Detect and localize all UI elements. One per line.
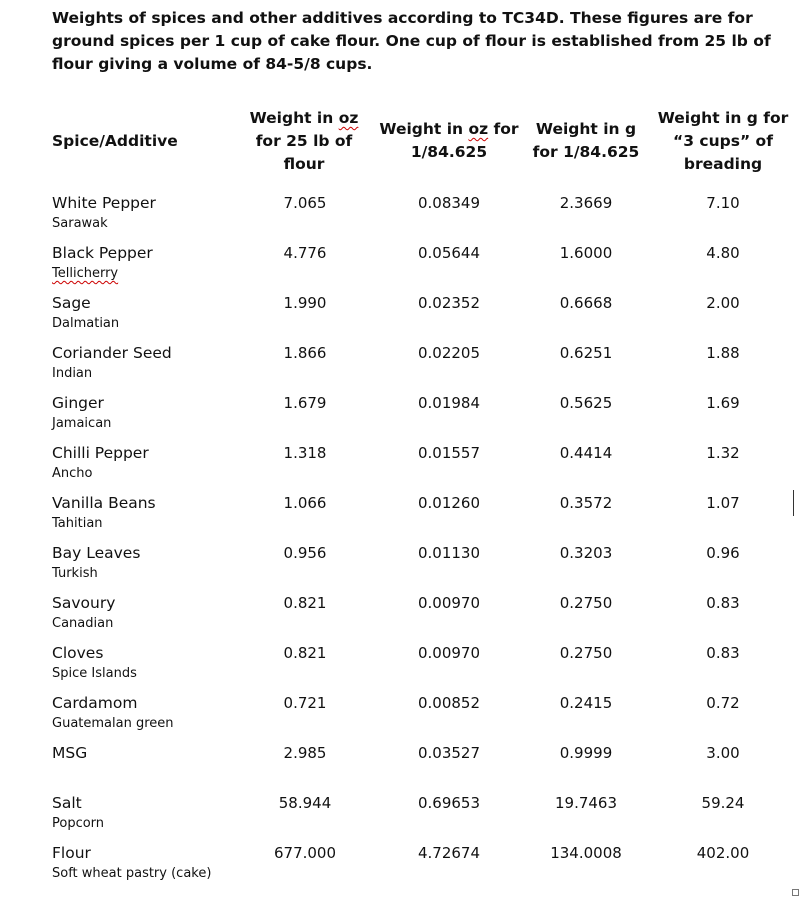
table-row [0, 193, 812, 243]
weight-oz-25lb: 1.866 [283, 344, 327, 362]
weight-g-breading: 402.00 [696, 844, 750, 862]
weight-g-breading: 0.83 [706, 644, 740, 662]
spice-name: Salt [52, 794, 82, 812]
spice-name: Sage [52, 294, 91, 312]
spice-variety: Popcorn [52, 816, 105, 831]
weight-g-breading: 1.07 [706, 494, 740, 512]
weight-g-fraction: 1.6000 [559, 244, 613, 262]
weight-oz-fraction: 0.01557 [417, 444, 481, 462]
weight-oz-fraction: 4.72674 [417, 844, 481, 862]
weight-g-breading: 59.24 [701, 794, 745, 812]
header-c1-part-a: Weight in [249, 109, 339, 127]
weight-g-fraction: 0.3572 [559, 494, 613, 512]
header-weight-g-breading [653, 107, 793, 176]
header-weight-g-fraction [521, 118, 651, 164]
spice-variety: Tahitian [52, 516, 103, 531]
weight-oz-fraction: 0.02352 [417, 294, 481, 312]
header-c1-part-b: for 25 lb of [255, 132, 353, 150]
table-row [0, 293, 812, 343]
weight-g-breading: 4.80 [706, 244, 740, 262]
weight-oz-25lb: 1.679 [283, 394, 327, 412]
spice-name: White Pepper [52, 194, 156, 212]
table-row [0, 743, 812, 793]
weight-g-fraction: 0.2750 [559, 594, 613, 612]
weight-g-fraction: 0.2750 [559, 644, 613, 662]
weight-g-breading: 1.88 [706, 344, 740, 362]
header-c2-part-b: for [488, 120, 519, 138]
weight-oz-25lb: 0.821 [283, 594, 327, 612]
table-row [0, 443, 812, 493]
spice-name: Coriander Seed [52, 344, 172, 362]
table-row [0, 843, 812, 893]
weight-oz-fraction: 0.08349 [417, 194, 481, 212]
spice-name: Bay Leaves [52, 544, 141, 562]
weight-oz-25lb: 58.944 [278, 794, 332, 812]
weight-oz-25lb: 7.065 [283, 194, 327, 212]
weight-g-fraction: 0.4414 [559, 444, 613, 462]
weight-oz-fraction: 0.00970 [417, 644, 481, 662]
weight-g-fraction: 2.3669 [559, 194, 613, 212]
spice-variety: Canadian [52, 616, 114, 631]
spice-name: Flour [52, 844, 91, 862]
weight-g-breading: 2.00 [706, 294, 740, 312]
weight-oz-25lb: 1.066 [283, 494, 327, 512]
spice-name: Cloves [52, 644, 104, 662]
spice-name: Chilli Pepper [52, 444, 149, 462]
spice-variety: Dalmatian [52, 316, 120, 331]
document-title: Weights of spices and other additives according to TC34D. These figures are for ground spices per 1 cup of cake flour. One cup of flour is established from 25 lb of flour giving a volume of 84-5/8 cups. [52, 9, 771, 73]
header-c2-part-c: 1/84.625 [410, 143, 488, 161]
weight-oz-fraction: 0.03527 [417, 744, 481, 762]
text-cursor [793, 490, 794, 516]
spice-name: Vanilla Beans [52, 494, 156, 512]
weight-oz-25lb: 0.956 [283, 544, 327, 562]
weight-g-breading: 3.00 [706, 744, 740, 762]
weight-oz-25lb: 4.776 [283, 244, 327, 262]
header-c4-part-c: breading [683, 155, 763, 173]
weight-oz-fraction: 0.00852 [417, 694, 481, 712]
spice-variety: Turkish [52, 566, 98, 581]
weight-oz-fraction: 0.02205 [417, 344, 481, 362]
weight-oz-25lb: 1.318 [283, 444, 327, 462]
weight-oz-fraction: 0.69653 [417, 794, 481, 812]
weight-g-fraction: 0.6668 [559, 294, 613, 312]
header-c2-part-a: Weight in [379, 120, 469, 138]
weight-oz-25lb: 0.821 [283, 644, 327, 662]
header-c1-part-c: flour [283, 155, 325, 173]
weight-g-fraction: 0.2415 [559, 694, 613, 712]
header-weight-oz-25lb [244, 107, 364, 176]
spice-variety: Tellicherry [52, 266, 119, 281]
header-c4-part-b: “3 cups” of [673, 132, 773, 150]
weight-g-fraction: 0.9999 [559, 744, 613, 762]
weight-g-breading: 7.10 [706, 194, 740, 212]
spice-variety: Soft wheat pastry (cake) [52, 866, 212, 881]
spice-variety: Spice Islands [52, 666, 137, 681]
weight-oz-fraction: 0.01130 [417, 544, 481, 562]
spice-name: MSG [52, 744, 88, 762]
table-row [0, 643, 812, 693]
weight-oz-25lb: 2.985 [283, 744, 327, 762]
table-row [0, 393, 812, 443]
weight-oz-25lb: 0.721 [283, 694, 327, 712]
table-row [0, 693, 812, 743]
spice-name: Black Pepper [52, 244, 153, 262]
weight-oz-fraction: 0.05644 [417, 244, 481, 262]
spice-name: Cardamom [52, 694, 138, 712]
weight-g-breading: 0.83 [706, 594, 740, 612]
spice-variety: Jamaican [52, 416, 112, 431]
weight-g-fraction: 0.5625 [559, 394, 613, 412]
table-row [0, 243, 812, 293]
table-row [0, 543, 812, 593]
spice-name: Ginger [52, 394, 104, 412]
header-c1-oz: oz [338, 109, 359, 127]
spice-name: Savoury [52, 594, 116, 612]
weight-g-breading: 0.96 [706, 544, 740, 562]
spice-variety: Indian [52, 366, 93, 381]
weight-oz-fraction: 0.01260 [417, 494, 481, 512]
header-c3-part-b: for 1/84.625 [532, 143, 640, 161]
weight-g-fraction: 134.0008 [550, 844, 622, 862]
weight-oz-25lb: 1.990 [283, 294, 327, 312]
weight-g-breading: 0.72 [706, 694, 740, 712]
weight-g-fraction: 0.3203 [559, 544, 613, 562]
weight-g-breading: 1.32 [706, 444, 740, 462]
header-weight-oz-fraction [374, 118, 524, 164]
resize-handle-icon[interactable] [792, 889, 799, 896]
weight-g-fraction: 0.6251 [559, 344, 613, 362]
spice-variety: Sarawak [52, 216, 108, 231]
spice-variety: Ancho [52, 466, 93, 481]
table-row [0, 343, 812, 393]
spice-variety: Guatemalan green [52, 716, 174, 731]
weight-oz-fraction: 0.00970 [417, 594, 481, 612]
weight-g-fraction: 19.7463 [554, 794, 618, 812]
table-row [0, 493, 812, 543]
table-row [0, 593, 812, 643]
header-c3-part-a: Weight in g [535, 120, 637, 138]
header-c2-oz: oz [468, 120, 489, 138]
header-c4-part-a: Weight in g for [657, 109, 789, 127]
header-spice: Spice/Additive [52, 132, 178, 150]
weight-g-breading: 1.69 [706, 394, 740, 412]
table-row [0, 793, 812, 843]
weight-oz-25lb: 677.000 [273, 844, 337, 862]
weight-oz-fraction: 0.01984 [417, 394, 481, 412]
